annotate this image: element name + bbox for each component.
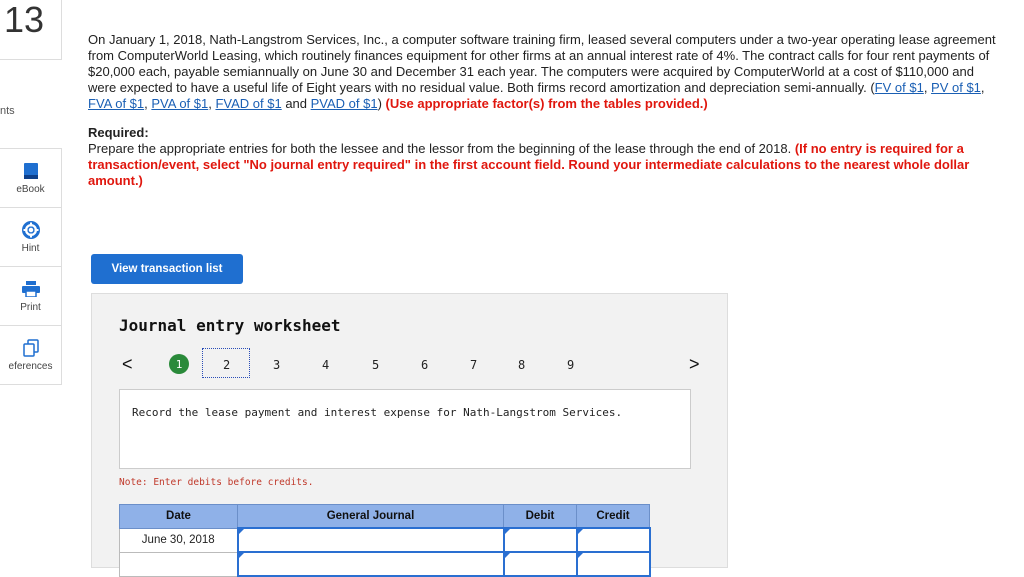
prev-arrow[interactable]: <	[122, 354, 133, 374]
link-pv[interactable]: PV of $1	[931, 80, 981, 95]
credit-input[interactable]	[577, 552, 650, 576]
problem-statement	[88, 32, 998, 112]
credit-input[interactable]	[577, 528, 650, 552]
question-number: 13	[0, 0, 62, 60]
sidebar-item-label: eferences	[8, 360, 53, 372]
sidebar-item-references[interactable]	[0, 326, 61, 384]
link-separator: ,	[208, 96, 216, 111]
page-4[interactable]: 4	[322, 358, 330, 372]
date-cell: June 30, 2018	[120, 528, 238, 552]
lifebuoy-icon	[21, 221, 41, 239]
column-header-general-journal: General Journal	[238, 505, 504, 529]
column-header-credit: Credit	[577, 505, 650, 529]
sidebar-item-label: eBook	[16, 183, 45, 195]
page-6[interactable]: 6	[421, 358, 429, 372]
instruction-box: Record the lease payment and interest expense for Nath-Langstrom Services.	[119, 389, 691, 469]
table-row	[120, 528, 650, 552]
link-fv[interactable]: FV of $1	[874, 80, 924, 95]
link-separator: ,	[144, 96, 152, 111]
page-1-completed[interactable]: 1	[169, 354, 189, 374]
required-body	[88, 141, 998, 189]
link-pva[interactable]: PVA of $1	[151, 96, 209, 111]
problem-red-note: (Use appropriate factor(s) from the tables provided.)	[381, 96, 708, 111]
problem-text: On January 1, 2018, Nath-Langstrom Services, Inc., a computer software training firm, leased several computers under a two-year operating lease agreement from ComputerWorld Leasing, which routinely finances equipment for other firms at an annual interest rate of 4%. The contract calls for four rent payments of $20,000 each, payable semiannually on June 30 and December 31 each year. The computers were acquired by ComputerWorld at a cost of $110,000 and were expected to have a useful life of Eight years with no residual value. Both firms record amortization and depreciation semi-annually. (	[88, 32, 996, 95]
required-section	[88, 125, 998, 189]
problem-area	[88, 32, 998, 189]
points-label: nts	[0, 105, 15, 117]
worksheet-pager	[122, 354, 702, 382]
worksheet-title: Journal entry worksheet	[119, 316, 341, 335]
page-7[interactable]: 7	[470, 358, 478, 372]
page-5[interactable]: 5	[372, 358, 380, 372]
link-separator: ,	[980, 80, 985, 95]
link-fvad[interactable]: FVAD of $1	[215, 96, 282, 111]
column-header-date: Date	[120, 505, 238, 529]
account-input[interactable]	[238, 552, 504, 576]
paren-close: )	[377, 96, 382, 111]
required-red-note: (If no entry is required for a transaction/event, select "No journal entry required" in the first account field. Round your intermediate calculations to the nearest whole dollar amount.)	[88, 141, 970, 188]
debit-input[interactable]	[504, 552, 577, 576]
journal-worksheet	[91, 293, 728, 568]
next-arrow[interactable]: >	[689, 354, 700, 374]
debit-input[interactable]	[504, 528, 577, 552]
date-cell	[120, 552, 238, 576]
page-9[interactable]: 9	[567, 358, 575, 372]
journal-table	[119, 504, 651, 577]
table-row	[120, 552, 650, 576]
account-input[interactable]	[238, 528, 504, 552]
view-transaction-list-button[interactable]: View transaction list	[91, 254, 243, 284]
required-heading: Required:	[88, 125, 149, 140]
printer-icon	[21, 280, 41, 298]
book-icon	[21, 162, 41, 180]
page-2[interactable]: 2	[223, 358, 231, 372]
link-separator: ,	[923, 80, 932, 95]
page-3[interactable]: 3	[273, 358, 281, 372]
page-8[interactable]: 8	[518, 358, 526, 372]
link-pvad[interactable]: PVAD of $1	[310, 96, 378, 111]
sidebar-item-print[interactable]	[0, 267, 61, 326]
sidebar-item-ebook[interactable]	[0, 149, 61, 208]
link-separator: and	[281, 96, 311, 111]
debit-credit-note: Note: Enter debits before credits.	[119, 477, 314, 488]
copy-icon	[21, 339, 41, 357]
required-text: Prepare the appropriate entries for both the lessee and the lessor from the beginning of the lease through the end of 2018.	[88, 141, 795, 156]
table-header-row	[120, 505, 650, 529]
sidebar	[0, 148, 62, 385]
sidebar-item-label: Print	[20, 301, 41, 313]
sidebar-item-label: Hint	[21, 242, 40, 254]
link-fva[interactable]: FVA of $1	[88, 96, 145, 111]
column-header-debit: Debit	[504, 505, 577, 529]
sidebar-item-hint[interactable]	[0, 208, 61, 267]
